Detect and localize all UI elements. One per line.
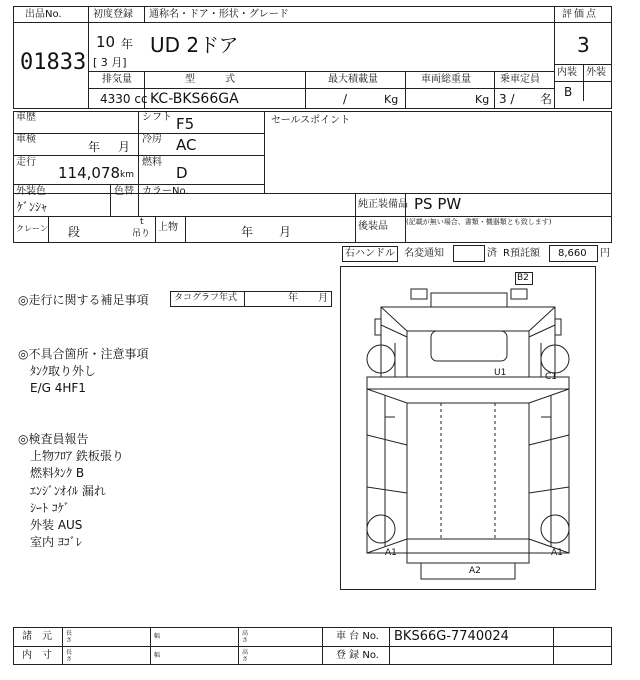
gross-weight-unit: Kg [475,93,490,106]
score-label: 評価点 [562,9,598,20]
damage-mark: B2 [517,273,529,283]
capacity-value: 3 / [499,92,515,106]
defects-title: ◎不具合箇所・注意事項 [18,347,149,361]
chassis-number: BKS66G-7740024 [394,629,509,644]
name-change-label: 名変通知 [404,248,444,259]
recycle-label: R預託額 [503,248,540,259]
defect-item: ﾀﾝｸ取り外し [30,364,97,378]
ac-value: AC [176,136,197,154]
damage-mark: A1 [551,548,563,558]
crane-t-label: t [140,217,144,227]
max-load-label: 最大積載量 [328,74,378,85]
capacity-label: 乗車定員 [500,74,540,85]
registration-month: [ 3 月] [93,56,127,69]
color-value: ｹﾞﾝｼｬ [17,200,48,214]
damage-mark: A1 [385,548,397,558]
damage-mark: C1 [545,372,558,382]
gross-weight-label: 車両総重量 [421,74,471,85]
registration-year-unit: 年 [121,37,134,51]
color-change-label: 色替 [114,186,134,197]
crane-label: クレーン [16,224,48,233]
first-registration-label: 初度登録 [93,9,133,20]
inspection-year: 年 [88,140,101,154]
inspection-label: 車検 [16,134,36,145]
recycle-status: 済 [487,248,497,259]
width-label: 幅 [154,652,161,659]
history-label: 車歴 [16,112,36,123]
bed-month: 月 [279,225,292,239]
lot-number-label: 出品No. [25,9,62,20]
displacement-value: 4330 cc [100,92,148,106]
lot-number: 01833 [20,50,87,75]
sales-point-label: セールスポイント [271,115,351,126]
damage-diagram-frame [340,266,596,590]
tachograph-label: タコグラフ年式 [174,293,238,303]
defect-item: E/G 4HF1 [30,381,86,395]
aftermarket-label: 後装品 [358,221,388,232]
crane-stage-unit: 段 [68,225,81,239]
inspector-item: ｴﾝｼﾞﾝｵｲﾙ 漏れ [30,484,106,498]
chassis-label: 車 台 No. [336,631,379,642]
steering-value: 右ハンドル [345,248,395,259]
interior-label: 内装 [557,67,577,78]
bed-year: 年 [241,225,254,239]
bed-label: 上物 [158,222,178,233]
tachograph-year: 年 [288,293,298,304]
inspection-month: 月 [118,140,131,154]
name-change-box [453,245,485,262]
registration-year: 10 [96,33,116,51]
car-name: UD 2ドア [150,33,239,57]
ac-label: 冷房 [142,134,162,145]
damage-mark: A2 [469,566,481,576]
recycle-unit: 円 [600,248,610,259]
interior-grade: B [564,85,573,99]
inspector-item: 外装 AUS [30,518,83,532]
mileage-label: 走行 [16,157,36,168]
mileage-unit: km [120,170,134,180]
inspector-item: 燃料ﾀﾝｸ B [30,466,85,480]
recycle-amount: 8,660 [558,248,587,259]
height-label: 高さ [242,630,249,644]
inspector-item: 上物ﾌﾛｱ 鉄板張り [30,449,124,463]
shift-value: F5 [176,115,195,133]
color-code-label: カラーNo. [142,186,189,197]
exterior-label: 外装 [586,67,606,78]
equipment-value: PS PW [414,195,462,213]
aftermarket-note: (記載が無い場合、書類・機器類とも致します) [406,218,552,226]
truck-outline-diagram [341,267,595,589]
registration-no-label: 登 録 No. [336,650,379,661]
damage-mark: U1 [494,368,507,378]
width-label: 幅 [154,633,161,640]
inspector-item: ｼｰﾄ ｺｹﾞ [30,501,70,515]
spec-row-label: 諸 元 [22,631,52,642]
max-load-value: / [343,92,348,106]
model-value: KC-BKS66GA [150,91,239,107]
inner-row-label: 内 寸 [22,650,52,661]
model-label: 型 式 [185,74,235,85]
fuel-value: D [176,164,188,182]
score-value: 3 [577,33,590,57]
max-load-unit: Kg [384,93,399,106]
color-label: 外装色 [16,186,46,197]
driving-notes-title: ◎走行に関する補足事項 [18,293,149,307]
car-name-label: 通称名・ドア・形状・グレード [149,9,289,20]
tachograph-month: 月 [318,293,328,304]
length-label: 長さ [66,649,73,663]
mileage-value: 114,078 [58,164,121,182]
inspector-report-title: ◎検査員報告 [18,432,89,446]
crane-suspension-label: 吊り [132,229,151,239]
fuel-label: 燃料 [142,157,162,168]
height-label: 高さ [242,649,249,663]
equipment-label: 純正装備品 [358,199,408,210]
capacity-unit: 名 [540,92,553,106]
length-label: 長さ [66,630,73,644]
shift-label: シフト [142,112,172,123]
displacement-label: 排気量 [102,74,132,85]
inspector-item: 室内 ﾖｺﾞﾚ [30,535,82,549]
